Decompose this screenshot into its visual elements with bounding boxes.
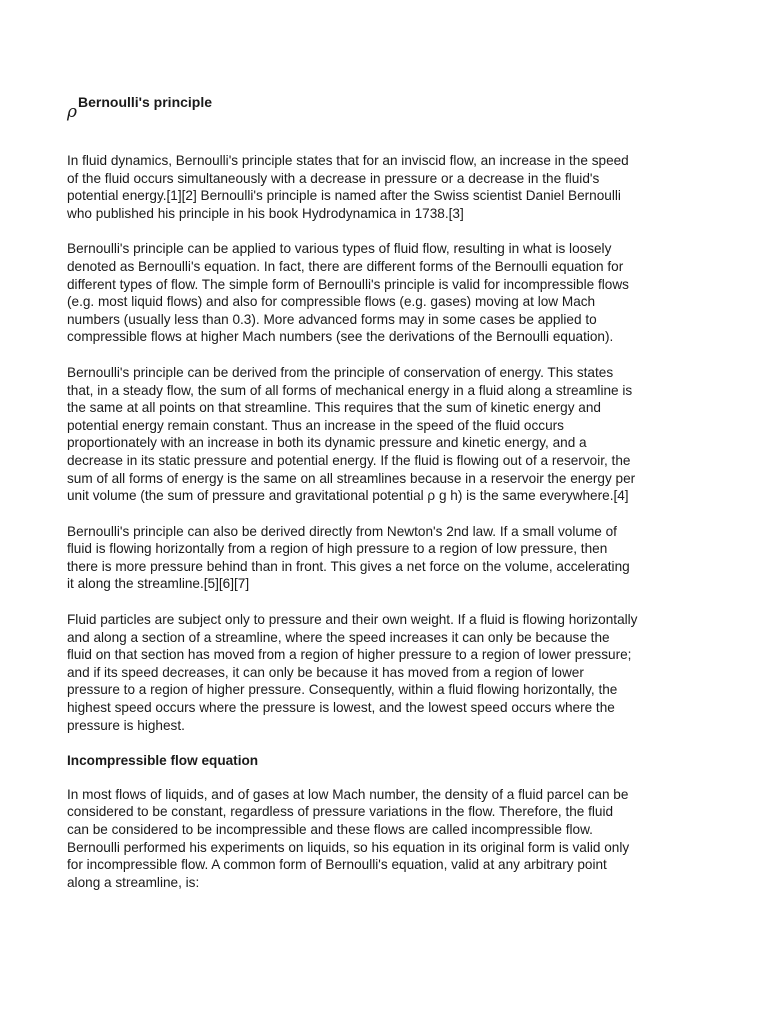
paragraph-applications — [67, 240, 707, 346]
paragraph-line: for incompressible flow. A common form of Bernoulli's equation, valid at any arbitrary point — [67, 857, 607, 873]
paragraph-line: pressure is highest. — [67, 717, 185, 733]
paragraph-line: Bernoulli's principle can also be derived directly from Newton's 2nd law. If a small volume of — [67, 523, 617, 539]
paragraph-fluid-particles — [67, 611, 707, 734]
paragraph-newton — [67, 523, 707, 593]
paragraph-line: Fluid particles are subject only to pressure and their own weight. If a fluid is flowing horizontally — [67, 612, 638, 628]
paragraph-line: and if its speed decreases, it can only be because it has moved from a region of lower — [67, 664, 584, 680]
paragraph-line: the same at all points on that streamline. This requires that the sum of kinetic energy and — [67, 400, 601, 416]
paragraph-line: denoted as Bernoulli's equation. In fact, there are different forms of the Bernoulli equation for — [67, 258, 624, 274]
paragraph-line: sum of all forms of energy is the same on all streamlines because in a reservoir the energy per — [67, 470, 636, 486]
paragraph-line: compressible flows at higher Mach numbers (see the derivations of the Bernoulli equation). — [67, 329, 614, 345]
title-row — [67, 92, 707, 124]
paragraph-line: considered to be constant, regardless of pressure variations in the flow. Therefore, the fluid — [67, 804, 614, 820]
paragraph-intro — [67, 152, 707, 222]
paragraph-line: there is more pressure behind than in front. This gives a net force on the volume, accelerating — [67, 558, 630, 574]
rho-symbol: ρ — [67, 102, 77, 122]
paragraph-line: who published his principle in his book Hydrodynamica in 1738.[3] — [67, 205, 464, 221]
paragraph-line: numbers (usually less than 0.3). More advanced forms may in some cases be applied to — [67, 311, 597, 327]
document-title: Bernoulli's principle — [78, 94, 213, 110]
paragraph-conservation — [67, 364, 707, 505]
paragraph-line: it along the streamline.[5][6][7] — [67, 576, 250, 592]
paragraph-line: proportionately with an increase in both its dynamic pressure and kinetic energy, and a — [67, 435, 587, 451]
paragraph-line: along a streamline, is: — [67, 874, 200, 890]
paragraph-line: fluid on that section has moved from a region of higher pressure to a region of lower pressure; — [67, 647, 632, 663]
paragraph-line: potential energy remain constant. Thus an increase in the speed of the fluid occurs — [67, 417, 564, 433]
paragraph-line: that, in a steady flow, the sum of all forms of mechanical energy in a fluid along a streamline is — [67, 382, 633, 398]
paragraph-line: and along a section of a streamline, where the speed increases it can only be because the — [67, 629, 610, 645]
paragraph-line: In fluid dynamics, Bernoulli's principle states that for an inviscid flow, an increase in the speed — [67, 153, 629, 168]
paragraph-line: Bernoulli's principle can be applied to various types of fluid flow, resulting in what is loosely — [67, 241, 612, 257]
document-body — [67, 152, 707, 909]
paragraph-line: Bernoulli's principle can be derived from the principle of conservation of energy. This states — [67, 364, 614, 380]
paragraph-line: different types of flow. The simple form of Bernoulli's principle is valid for incompressible flows — [67, 276, 629, 292]
paragraph-line: of the fluid occurs simultaneously with a decrease in pressure or a decrease in the fluid's — [67, 170, 600, 186]
paragraph-line: unit volume (the sum of pressure and gravitational potential ρ g h) is the same everywhere.[4] — [67, 488, 629, 504]
paragraph-incompressible — [67, 786, 707, 892]
section-heading: Incompressible flow equation — [67, 753, 259, 769]
paragraph-line: In most flows of liquids, and of gases at low Mach number, the density of a fluid parcel can be — [67, 786, 629, 802]
paragraph-line: pressure to a region of higher pressure. Consequently, within a fluid flowing horizontally, the — [67, 682, 618, 698]
paragraph-line: decrease in its static pressure and potential energy. If the fluid is flowing out of a reservoir, the — [67, 452, 631, 468]
paragraph-line: fluid is flowing horizontally from a region of high pressure to a region of low pressure, then — [67, 541, 608, 557]
paragraph-line: (e.g. most liquid flows) and also for compressible flows (e.g. gases) moving at low Mach — [67, 294, 596, 310]
paragraph-line: potential energy.[1][2] Bernoulli's principle is named after the Swiss scientist Daniel Bernoulli — [67, 188, 621, 204]
paragraph-line: can be considered to be incompressible and these flows are called incompressible flow. — [67, 822, 593, 837]
paragraph-line: highest speed occurs where the pressure is lowest, and the lowest speed occurs where the — [67, 700, 615, 716]
paragraph-line: Bernoulli performed his experiments on liquids, so his equation in its original form is valid only — [67, 839, 630, 855]
